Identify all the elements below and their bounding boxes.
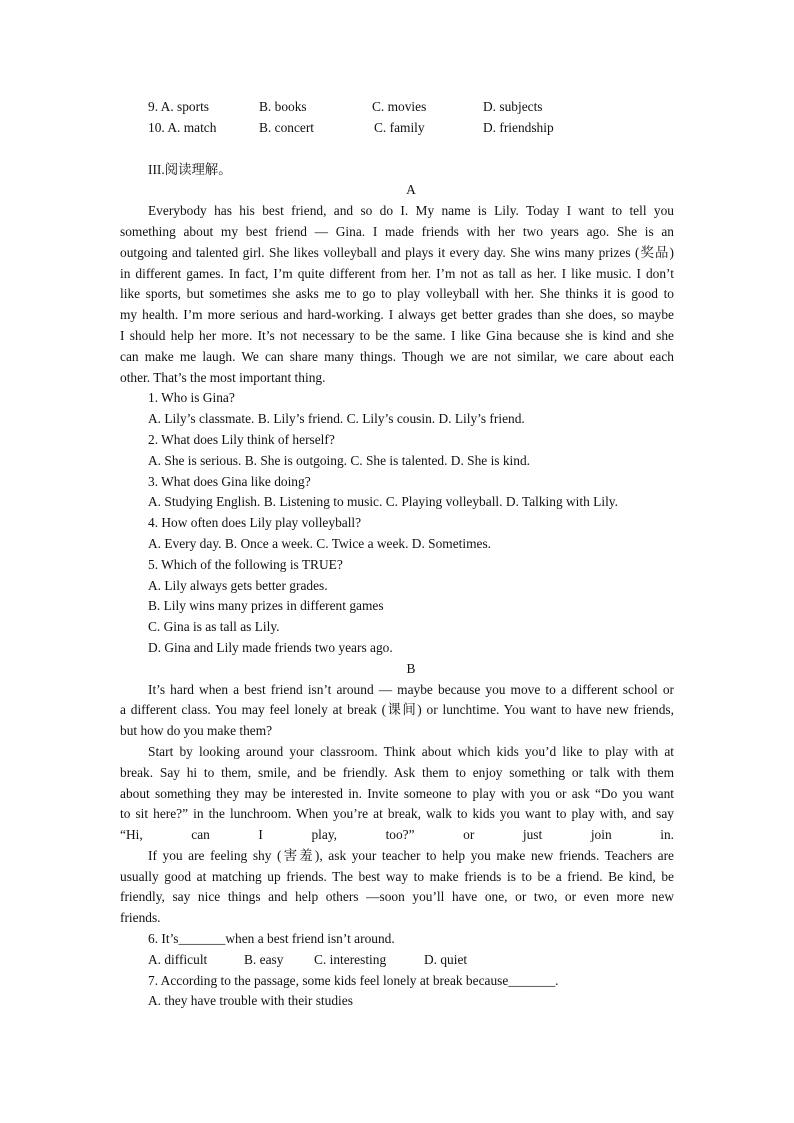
cloze-row-9 [148,97,674,118]
question-6: 6. It’s_______when a best friend isn’t around. [148,931,395,947]
option: C. family [374,119,425,135]
option: C. movies [372,99,427,114]
passage-b-title: B [406,660,416,676]
question-5-option-a: A. Lily always gets better grades. [148,577,328,593]
question-5-option-c: C. Gina is as tall as Lily. [148,619,280,635]
section-heading: III.阅读理解。 [148,161,232,177]
question-1-options: A. Lily’s classmate. B. Lily’s friend. C. Lily’s cousin. D. Lily’s friend. [148,411,525,427]
question-3-options: A. Studying English. B. Listening to music. C. Playing volleyball. D. Talking with Lily. [148,494,618,510]
passage-a-text: Everybody has his best friend, and so do I. My name is Lily. Today I want to tell you something about my best friend — Gina. I made friends with her two years ago. She is an outgoing and talented girl. She likes volleyball and plays it every day. She wins many prizes (奖品) in different games. In fact, I’m quite different from her. I’m not as tall as her. I like music. I don’t like sports, but sometimes she asks me to go to play volleyball with her. She thinks it is good to my health. I’m more serious and hard-working. I always get better grades than she does, so maybe I should help her more. It’s not necessary to be the same. I like Gina because she is kind and she can make me laugh. We can share many things. Though we are not similar, we care about each other. That’s the most important thing. [120,203,674,385]
option: 9. A. sports [148,99,210,114]
question-3: 3. What does Gina like doing? [148,473,311,489]
question-4-options: A. Every day. B. Once a week. C. Twice a week. D. Sometimes. [148,535,492,551]
question-5-option-d: D. Gina and Lily made friends two years ago. [148,639,393,655]
question-7: 7. According to the passage, some kids feel lonely at break because_______. [148,972,559,988]
option: B. concert [259,119,315,135]
passage-a-title: A [406,182,416,198]
option: 10. A. match [148,119,217,135]
question-7-option-a: A. they have trouble with their studies [148,993,353,1009]
cloze-row-10 [148,118,674,139]
option: D. friendship [483,119,554,135]
question-6-options: A. difficult B. easy C. interesting D. quiet [148,951,468,967]
question-2-options: A. She is serious. B. She is outgoing. C. She is talented. D. She is kind. [148,452,531,468]
option: D. subjects [483,99,543,114]
question-5-option-b: B. Lily wins many prizes in different games [148,598,384,614]
question-1: 1. Who is Gina? [148,390,235,406]
question-5: 5. Which of the following is TRUE? [148,556,343,572]
question-4: 4. How often does Lily play volleyball? [148,515,362,531]
passage-b-text: It’s hard when a best friend isn’t around — maybe because you move to a different school or a different class. You may feel lonely at break (课间) or lunchtime. You want to have new friends, but how do you make them? Start by looking around your classroom. Think about which kids you’d like to play with at break. Say hi to them, smile, and be friendly. Ask them to enjoy something or talk with them about something they may be interested in. Invite someone to play with you or ask “Do you want to sit here?” in the lunchroom. When you’re at break, walk to kids you want to play with, and say “Hi, can I play, too?” or just join in. If you are feeling shy (害羞), ask your teacher to help you make new friends. Teachers are usually good at matching up friends. The best way to make friends is to be a friend. Be kind, be friendly, say nice things and help others —soon you’ll have one, or two, or even more new friends. [120,681,674,926]
page-content [120,97,674,1012]
question-2: 2. What does Lily think of herself? [148,431,335,447]
option: B. books [259,99,307,114]
